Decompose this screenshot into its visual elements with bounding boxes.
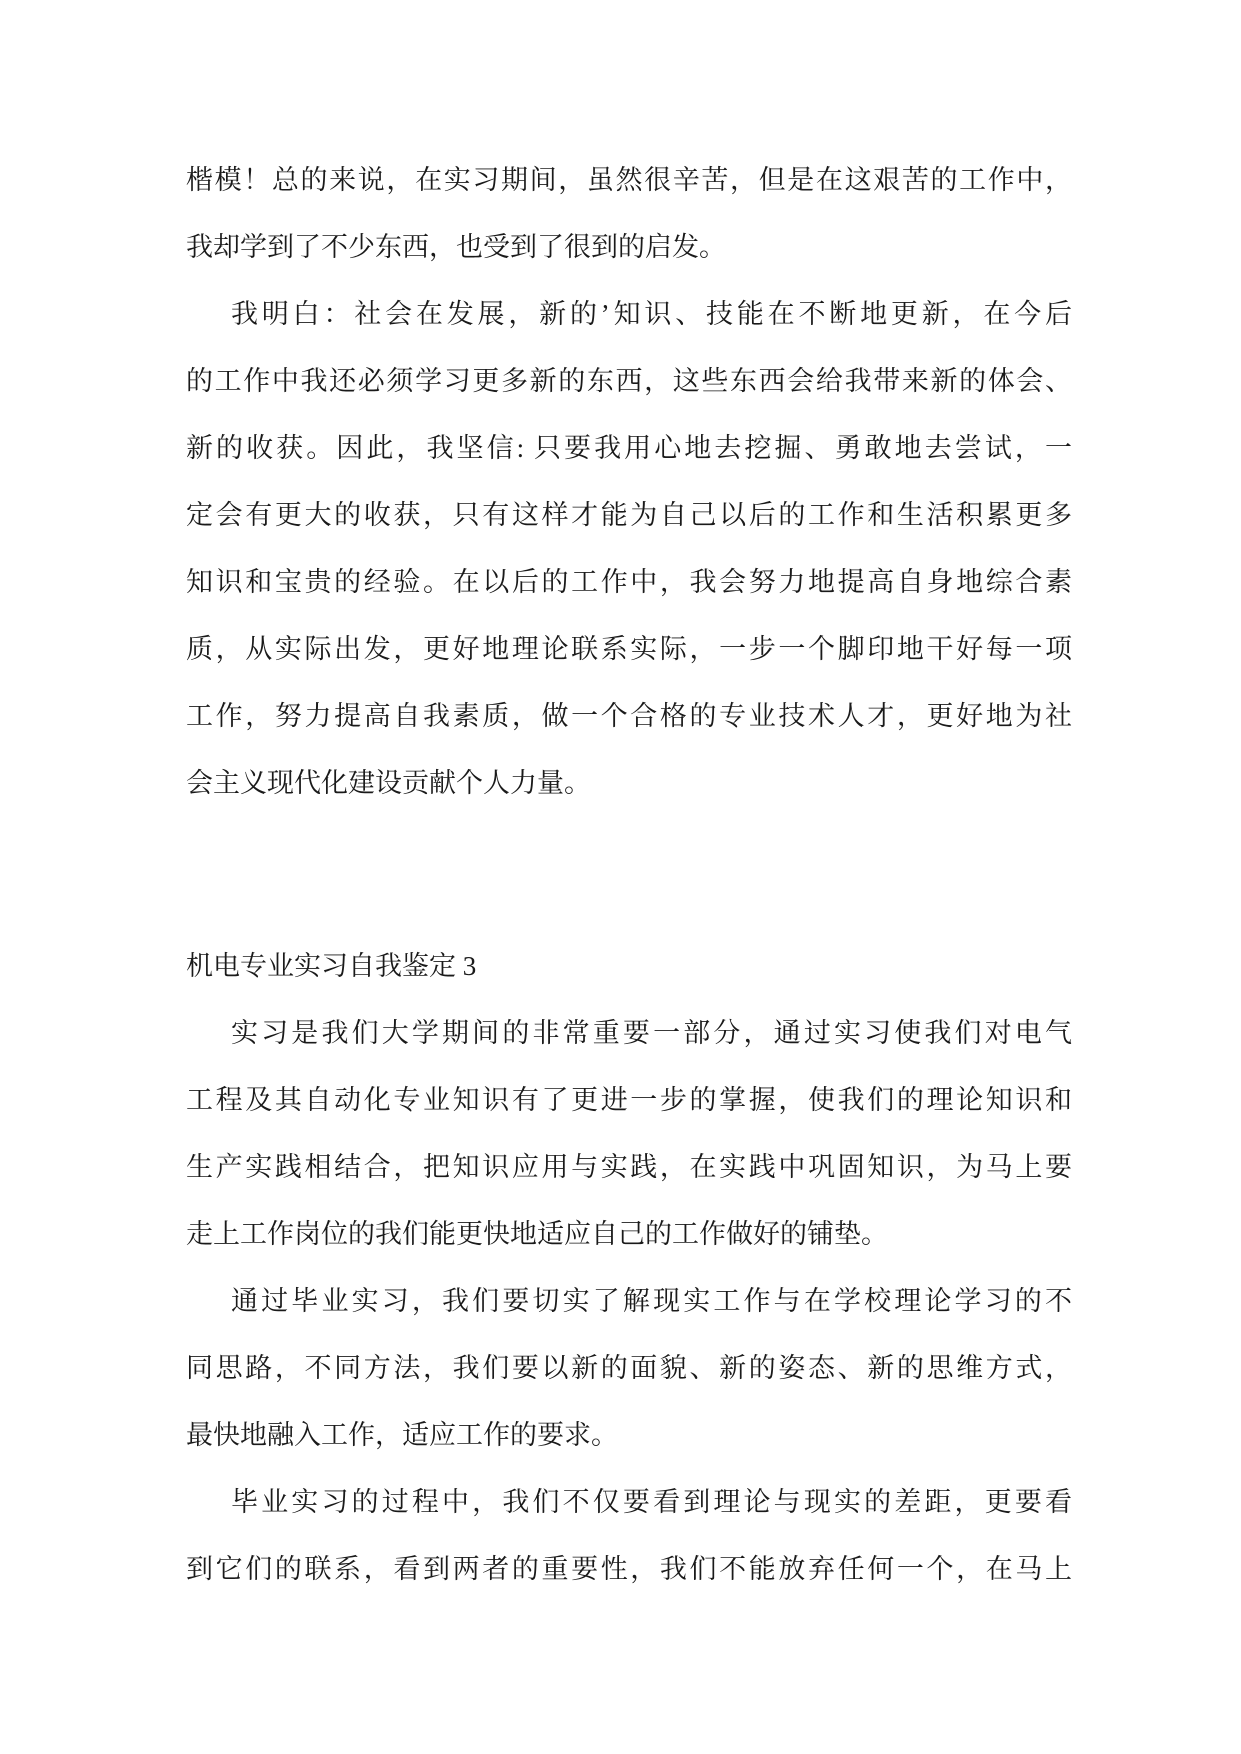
paragraph-line: 定会有更大的收获，只有这样才能为自己以后的工作和生活积累更多 bbox=[186, 500, 1072, 530]
paragraph-line: 到它们的联系，看到两者的重要性，我们不能放弃任何一个，在马上 bbox=[186, 1554, 1072, 1584]
paragraph-line: 质，从实际出发，更好地理论联系实际，一步一个脚印地干好每一项 bbox=[186, 634, 1072, 664]
paragraph-line: 楷模！总的来说，在实习期间，虽然很辛苦，但是在这艰苦的工作中， bbox=[186, 165, 1072, 195]
paragraph-line: 工作，努力提高自我素质，做一个合格的专业技术人才，更好地为社 bbox=[186, 701, 1072, 731]
paragraph-line: 走上工作岗位的我们能更快地适应自己的工作做好的铺垫。 bbox=[186, 1219, 888, 1249]
paragraph-line: 我明白：社会在发展，新的’知识、技能在不断地更新，在今后 bbox=[231, 299, 1072, 329]
paragraph-line: 实习是我们大学期间的非常重要一部分，通过实习使我们对电气 bbox=[231, 1018, 1072, 1048]
paragraph-line: 工程及其自动化专业知识有了更进一步的掌握，使我们的理论知识和 bbox=[186, 1085, 1072, 1115]
section-heading: 机电专业实习自我鉴定 3 bbox=[186, 951, 477, 981]
paragraph-line: 的工作中我还必须学习更多新的东西，这些东西会给我带来新的体会、 bbox=[186, 366, 1072, 396]
paragraph-line: 我却学到了不少东西，也受到了很到的启发。 bbox=[186, 232, 726, 262]
paragraph-line: 生产实践相结合，把知识应用与实践，在实践中巩固知识，为马上要 bbox=[186, 1152, 1072, 1182]
paragraph-line: 同思路，不同方法，我们要以新的面貌、新的姿态、新的思维方式， bbox=[186, 1353, 1072, 1383]
document-text-block bbox=[186, 0, 1072, 1603]
paragraph-line: 新的收获。因此，我坚信: 只要我用心地去挖掘、勇敢地去尝试，一 bbox=[186, 433, 1072, 463]
paragraph-line: 最快地融入工作，适应工作的要求。 bbox=[186, 1420, 618, 1450]
paragraph-line: 通过毕业实习，我们要切实了解现实工作与在学校理论学习的不 bbox=[231, 1286, 1072, 1316]
paragraph-line: 会主义现代化建设贡献个人力量。 bbox=[186, 768, 591, 798]
paragraph-line: 知识和宝贵的经验。在以后的工作中，我会努力地提高自身地综合素 bbox=[186, 567, 1072, 597]
paragraph-line: 毕业实习的过程中，我们不仅要看到理论与现实的差距，更要看 bbox=[231, 1487, 1072, 1517]
